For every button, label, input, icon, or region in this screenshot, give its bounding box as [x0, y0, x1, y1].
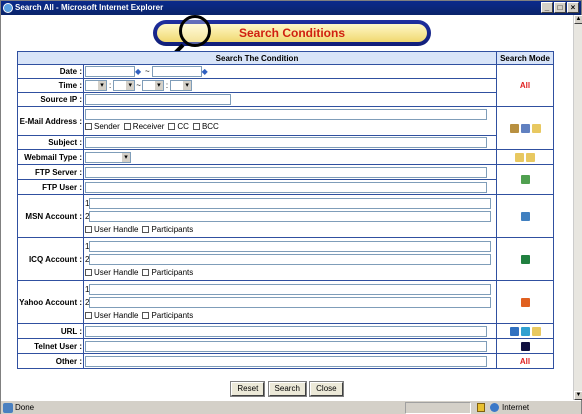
- ftp-server-label: FTP Server :: [18, 165, 84, 180]
- magnifier-icon: [179, 15, 211, 47]
- telnet-label: Telnet User :: [18, 339, 84, 354]
- icq-input-2[interactable]: [89, 254, 491, 265]
- msn-icon: [521, 212, 530, 221]
- webmail-icon: [515, 153, 524, 162]
- mode-all: All: [519, 81, 531, 90]
- date-label: Date :: [18, 65, 84, 79]
- minimize-button[interactable]: _: [541, 2, 553, 13]
- yahoo-icon: [521, 298, 530, 307]
- search-button[interactable]: Search: [269, 382, 306, 396]
- status-text: Done: [15, 403, 35, 412]
- icq-icon: [521, 255, 530, 264]
- bcc-checkbox[interactable]: [193, 123, 200, 130]
- time-min-to[interactable]: [170, 80, 192, 91]
- email-input[interactable]: [85, 109, 487, 120]
- page-icon: [3, 403, 13, 413]
- mode-header: Search Mode: [497, 52, 554, 65]
- mode-all: All: [519, 356, 531, 366]
- close-window-button[interactable]: ×: [567, 2, 579, 13]
- time-hour-from[interactable]: [85, 80, 107, 91]
- yahoo-participants-checkbox[interactable]: [142, 312, 149, 319]
- icq-user-handle-checkbox[interactable]: [85, 269, 92, 276]
- https-icon: [521, 327, 530, 336]
- email-label: E-Mail Address :: [18, 107, 84, 136]
- date-to-input[interactable]: [152, 66, 202, 77]
- button-bar: [1, 382, 573, 396]
- url-input[interactable]: [85, 326, 487, 337]
- reset-button[interactable]: Reset: [231, 382, 264, 396]
- sender-checkbox[interactable]: [85, 123, 92, 130]
- source-ip-input[interactable]: [85, 94, 231, 105]
- subject-input[interactable]: [85, 137, 487, 148]
- ftp-user-input[interactable]: [85, 182, 487, 193]
- zone-text: Internet: [502, 403, 530, 412]
- ftp-icon: [521, 175, 530, 184]
- close-button[interactable]: Close: [310, 382, 342, 396]
- time-hour-to[interactable]: [142, 80, 164, 91]
- http-icon: [510, 327, 519, 336]
- ie-icon: [3, 3, 13, 13]
- webmail-icon: [526, 153, 535, 162]
- url-label: URL :: [18, 324, 84, 339]
- telnet-input[interactable]: [85, 341, 487, 352]
- msn-user-handle-checkbox[interactable]: [85, 226, 92, 233]
- globe-icon: [490, 403, 499, 412]
- subject-label: Subject :: [18, 136, 84, 150]
- time-min-from[interactable]: [113, 80, 135, 91]
- title-bar: [1, 1, 581, 15]
- source-ip-label: Source IP :: [18, 93, 84, 107]
- msn-participants-checkbox[interactable]: [142, 226, 149, 233]
- scroll-up-icon[interactable]: ▲: [575, 16, 582, 22]
- telnet-icon: [521, 342, 530, 351]
- webmail-label: Webmail Type :: [18, 150, 84, 165]
- yahoo-input-2[interactable]: [89, 297, 491, 308]
- calendar-icon[interactable]: ◆: [135, 66, 142, 76]
- other-input[interactable]: [85, 356, 487, 367]
- msn-label: MSN Account :: [18, 195, 84, 238]
- vertical-scrollbar[interactable]: [573, 15, 582, 400]
- date-from-input[interactable]: [85, 66, 135, 77]
- pop3-icon: [521, 124, 530, 133]
- yahoo-user-handle-checkbox[interactable]: [85, 312, 92, 319]
- maximize-button[interactable]: □: [554, 2, 566, 13]
- condition-header: Search The Condition: [18, 52, 497, 65]
- time-label: Time :: [18, 79, 84, 93]
- msn-input-2[interactable]: [89, 211, 491, 222]
- icq-input-1[interactable]: [89, 241, 491, 252]
- icq-label: ICQ Account :: [18, 238, 84, 281]
- lock-icon: [477, 403, 485, 412]
- scroll-down-icon[interactable]: ▼: [575, 392, 582, 398]
- smtp-icon: [510, 124, 519, 133]
- window-title: Search All - Microsoft Internet Explorer: [15, 3, 164, 12]
- msn-input-1[interactable]: [89, 198, 491, 209]
- page-content: [1, 15, 573, 400]
- other-label: Other :: [18, 354, 84, 369]
- cc-checkbox[interactable]: [168, 123, 175, 130]
- receiver-checkbox[interactable]: [124, 123, 131, 130]
- yahoo-input-1[interactable]: [89, 284, 491, 295]
- yahoo-label: Yahoo Account :: [18, 281, 84, 324]
- status-bar: [1, 400, 581, 414]
- page-title: Search Conditions: [238, 26, 345, 40]
- folder-icon: [532, 327, 541, 336]
- ftp-server-input[interactable]: [85, 167, 487, 178]
- webmail-type-select[interactable]: [85, 152, 131, 163]
- ftp-user-label: FTP User :: [18, 180, 84, 195]
- search-table: Search The Condition Search Mode Date : ◆ ~ ◆ All Time : ▾ : ▾ ~ ▾ : ▾ Source IP : E-Mail Address : Sender Receiver CC BCC Subject : Webmail Type : ▾ FTP Server : FTP User : MSN Account : 1 2 User Handle Participants ICQ Account : 1 2 User Handle Participants Yahoo Account : 1 2 User Handle Participants URL : Telnet User : Other : All: [17, 51, 554, 369]
- calendar-icon[interactable]: ◆: [201, 66, 208, 76]
- imap-icon: [532, 124, 541, 133]
- icq-participants-checkbox[interactable]: [142, 269, 149, 276]
